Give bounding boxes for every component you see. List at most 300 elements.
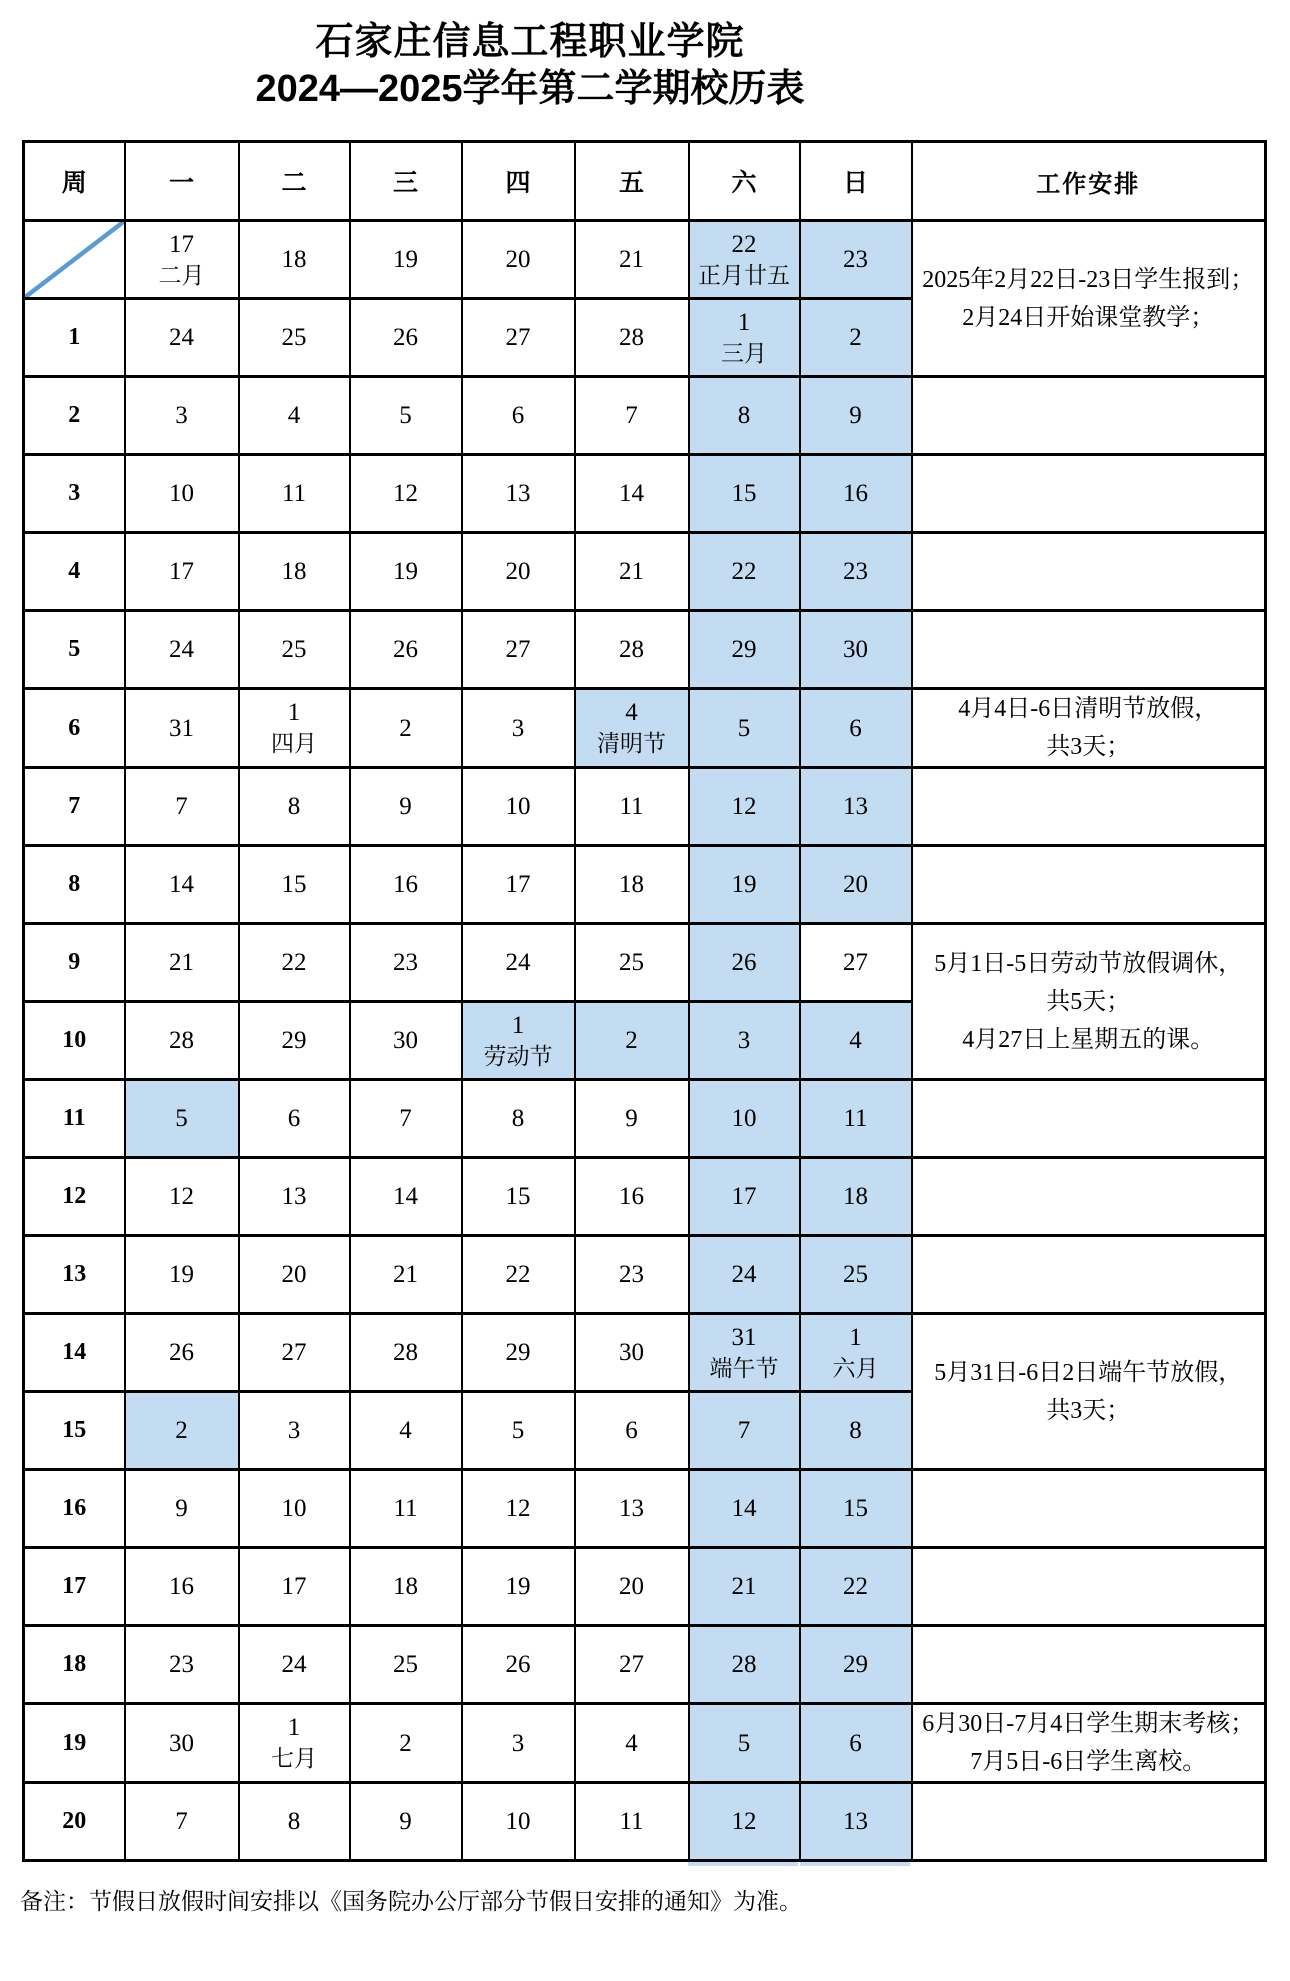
day-cell [575,1080,689,1158]
day-number: 16 [169,1573,194,1600]
day-number: 4 [399,1417,412,1444]
day-cell [239,377,350,455]
day-cell [350,1470,462,1548]
day-number: 21 [619,558,644,585]
day-number: 26 [505,1651,531,1678]
day-cell [462,611,575,689]
day-number: 9 [399,1808,412,1835]
day-cell [350,533,462,611]
day-number: 15 [731,480,757,507]
day-cell [350,1236,462,1314]
day-cell [575,1236,689,1314]
day-cell [575,611,689,689]
subtitle-year: 2024—2025 [255,68,463,110]
day-cell [239,1158,350,1236]
header-day-4: 四 [462,142,575,221]
day-cell [462,1158,575,1236]
work-note-empty [912,1080,1266,1158]
day-number: 7 [625,402,638,429]
day-number: 2 [399,714,412,742]
day-label: 正月廿五 [698,262,790,288]
day-cell [800,1626,912,1704]
work-note-line: 4月4日-6日清明节放假， [958,696,1219,722]
day-cell [689,1392,800,1470]
calendar-table [22,140,1267,1862]
day-cell [462,1783,575,1861]
day-cell [800,1158,912,1236]
week-number: 16 [24,1470,125,1548]
day-cell [350,1548,462,1626]
day-cell [689,533,800,611]
day-cell [575,533,689,611]
work-note-empty [912,768,1266,846]
day-cell [125,377,239,455]
day-label: 劳动节 [483,1043,553,1069]
day-number: 3 [287,1417,301,1444]
day-cell [462,1626,575,1704]
day-number: 3 [175,402,188,429]
day-cell [800,377,912,455]
page-subtitle [0,57,1060,112]
day-number: 5 [175,1105,188,1132]
week-row-3 [24,455,1266,533]
work-note-empty [912,1158,1266,1236]
day-number: 17 [505,871,531,898]
day-cell [350,1392,462,1470]
subtitle-text: 学年第二学期校历表 [462,68,805,110]
day-number: 16 [619,1183,644,1210]
week-number: 9 [24,924,125,1002]
day-cell [125,1626,239,1704]
day-number: 26 [169,1339,194,1366]
week-number: 6 [24,689,125,768]
day-number: 25 [619,949,644,976]
day-cell [125,1704,239,1783]
day-number: 7 [175,1808,188,1835]
day-label: 清明节 [597,731,666,756]
day-cell [350,299,462,377]
day-cell [350,846,462,924]
day-cell [800,1783,912,1861]
day-cell [462,1080,575,1158]
day-number: 29 [731,636,757,663]
day-number: 6 [849,1729,862,1757]
week-row-17 [24,1548,1266,1626]
day-number: 31 [169,714,194,742]
day-number: 22 [731,558,757,585]
week-number: 19 [24,1704,125,1783]
day-cell [689,1548,800,1626]
day-number: 20 [281,1261,307,1288]
day-number: 3 [511,1729,525,1757]
day-number: 23 [843,246,868,273]
day-number: 15 [843,1495,868,1522]
day-number: 22 [505,1261,531,1288]
day-number: 9 [849,402,862,429]
day-cell [575,1704,689,1783]
day-cell [689,1470,800,1548]
day-label: 端午节 [709,1355,779,1381]
work-note-line: 共5天； [1046,988,1131,1015]
day-cell [800,846,912,924]
day-cell [462,221,575,299]
day-cell [125,1783,239,1861]
day-number: 1 [287,1714,301,1741]
day-number: 28 [619,324,644,351]
week-row-pre [24,221,1266,299]
week-number: 7 [24,768,125,846]
day-number: 17 [169,230,194,258]
header-day-6: 六 [689,142,800,221]
day-number: 10 [281,1495,307,1522]
day-number: 24 [169,324,194,351]
day-number: 24 [505,949,531,976]
day-number: 21 [731,1573,757,1600]
day-cell [239,1314,350,1392]
week-number: 17 [24,1548,125,1626]
work-note-line: 2025年2月22日-23日学生报到； [922,266,1255,293]
day-cell [462,533,575,611]
work-note-empty [912,377,1266,455]
day-number: 19 [169,1261,194,1288]
work-note-line: 共3天； [1046,1397,1131,1424]
day-number: 30 [169,1729,194,1757]
day-number: 8 [287,793,301,820]
work-note [912,1704,1266,1783]
day-cell [800,455,912,533]
header-week: 周 [24,142,125,221]
day-number: 29 [505,1339,531,1366]
day-number: 12 [393,480,418,507]
day-cell [800,924,912,1002]
work-note-empty [912,1548,1266,1626]
week-row-18 [24,1626,1266,1704]
day-cell [689,846,800,924]
week-number: 10 [24,1002,125,1080]
day-cell [239,846,350,924]
day-number: 21 [393,1261,418,1288]
day-cell [239,533,350,611]
work-note-line: 4月27日上星期五的课。 [962,1026,1215,1053]
day-number: 5 [511,1417,525,1444]
week-row-8 [24,846,1266,924]
day-number: 6 [287,1105,301,1132]
work-note-line: 5月1日-5日劳动节放假调休， [934,950,1243,977]
day-number: 11 [619,793,644,820]
day-cell [239,1470,350,1548]
day-number: 5 [737,714,751,742]
day-number: 17 [169,558,194,585]
day-cell [125,768,239,846]
header-day-3: 三 [350,142,462,221]
day-cell [575,1548,689,1626]
day-cell [689,1314,800,1392]
day-number: 14 [169,871,194,898]
day-number: 23 [393,949,418,976]
header-work-arrangement: 工作安排 [912,142,1266,221]
day-number: 10 [731,1105,757,1132]
day-cell [239,1783,350,1861]
work-note-empty [912,533,1266,611]
day-cell [800,768,912,846]
day-cell [575,377,689,455]
day-cell [462,768,575,846]
day-number: 14 [393,1183,418,1210]
work-note-line: 共3天； [1046,734,1131,760]
day-number: 25 [843,1261,868,1288]
day-number: 27 [505,636,531,663]
day-cell [350,611,462,689]
day-number: 18 [393,1573,418,1600]
header-day-5: 五 [575,142,689,221]
day-cell [800,299,912,377]
day-cell [350,768,462,846]
day-cell [125,1548,239,1626]
day-cell [125,1470,239,1548]
day-number: 2 [849,324,862,351]
week-number: 12 [24,1158,125,1236]
day-number: 14 [731,1495,757,1522]
day-number: 26 [393,636,418,663]
day-number: 17 [281,1573,307,1600]
day-number: 7 [399,1105,412,1132]
header-day-1: 一 [125,142,239,221]
day-number: 4 [625,699,638,726]
week-number: 2 [24,377,125,455]
day-cell [462,1548,575,1626]
week-number: 5 [24,611,125,689]
work-note-empty [912,1783,1266,1861]
day-cell [800,1704,912,1783]
day-number: 13 [843,1808,868,1835]
day-number: 12 [731,1808,757,1835]
day-cell [239,1002,350,1080]
day-number: 24 [281,1651,307,1678]
day-number: 18 [281,246,307,273]
page-title: 石家庄信息工程职业学院 [315,21,745,63]
day-cell [462,299,575,377]
day-number: 15 [505,1183,531,1210]
day-number: 2 [175,1417,188,1444]
work-note-empty [912,455,1266,533]
day-cell [239,1392,350,1470]
day-cell [575,924,689,1002]
day-cell [800,1080,912,1158]
day-number: 28 [619,636,644,663]
day-number: 31 [731,1323,757,1351]
day-number: 11 [281,480,307,507]
day-cell [689,299,800,377]
day-cell [689,924,800,1002]
day-number: 9 [175,1495,188,1522]
day-number: 10 [169,480,194,507]
day-number: 12 [731,793,757,820]
day-number: 29 [843,1651,868,1678]
day-number: 28 [731,1651,757,1678]
day-cell [689,221,800,299]
work-note-line: 6月30日-7月4日学生期末考核； [922,1711,1255,1737]
day-number: 10 [505,793,531,820]
day-number: 19 [505,1573,531,1600]
day-cell [575,455,689,533]
day-number: 13 [281,1183,307,1210]
day-cell [575,221,689,299]
day-number: 5 [399,402,412,429]
day-label: 四月 [271,731,317,756]
day-cell [125,455,239,533]
day-cell [125,1080,239,1158]
week-number: 3 [24,455,125,533]
day-cell [125,846,239,924]
day-cell [462,1392,575,1470]
day-number: 12 [505,1495,531,1522]
work-note-line: 2月24日开始课堂教学； [962,304,1215,331]
day-cell [350,1314,462,1392]
day-number: 22 [843,1573,868,1600]
day-cell [575,768,689,846]
day-number: 13 [843,793,868,820]
day-number: 26 [393,324,418,351]
day-number: 27 [281,1339,307,1366]
day-number: 20 [843,871,868,898]
day-cell [125,1392,239,1470]
calendar-body [24,221,1266,1861]
day-number: 24 [169,636,194,663]
day-cell [575,1002,689,1080]
day-number: 30 [619,1339,644,1366]
work-note-empty [912,611,1266,689]
day-label: 七月 [271,1746,317,1771]
day-cell [800,689,912,768]
footer-note: 备注：节假日放假时间安排以《国务院办公厅部分节假日安排的通知》为准。 [20,1889,802,1914]
day-number: 18 [843,1183,868,1210]
day-number: 3 [511,714,525,742]
day-cell [350,455,462,533]
day-number: 30 [843,636,868,663]
day-number: 3 [737,1027,751,1054]
week-number: 18 [24,1626,125,1704]
day-number: 20 [505,246,531,273]
day-number: 27 [619,1651,644,1678]
day-number: 12 [169,1183,194,1210]
day-number: 6 [849,714,862,742]
week-row-13 [24,1236,1266,1314]
day-number: 8 [849,1417,862,1444]
day-cell [350,1080,462,1158]
day-number: 14 [619,480,644,507]
day-cell [462,1470,575,1548]
week-row-16 [24,1470,1266,1548]
day-number: 1 [737,308,751,336]
header-day-7: 日 [800,142,912,221]
day-label: 三月 [721,340,767,366]
day-number: 8 [287,1808,301,1835]
day-number: 29 [281,1027,307,1054]
day-cell [689,768,800,846]
work-note [912,924,1266,1080]
day-cell [575,1783,689,1861]
day-number: 25 [281,636,307,663]
week-number: 15 [24,1392,125,1470]
day-cell [350,924,462,1002]
day-cell [575,1470,689,1548]
day-number: 30 [393,1027,418,1054]
day-number: 13 [619,1495,644,1522]
day-cell [239,924,350,1002]
day-number: 16 [843,480,868,507]
week-cell-slash [24,221,125,299]
day-cell [575,1158,689,1236]
day-cell [350,221,462,299]
day-number: 19 [393,558,418,585]
day-number: 11 [393,1495,418,1522]
work-note-empty [912,1626,1266,1704]
day-number: 26 [731,949,757,976]
day-cell [689,455,800,533]
day-label: 二月 [158,262,205,288]
week-number: 1 [24,299,125,377]
work-note-line: 5月31日-6日2日端午节放假， [934,1359,1243,1386]
day-number: 20 [619,1573,644,1600]
day-number: 27 [843,949,868,976]
day-cell [125,1314,239,1392]
day-cell [689,611,800,689]
day-cell [239,768,350,846]
day-cell [575,1314,689,1392]
diagonal-slash-icon [25,222,124,297]
week-row-12 [24,1158,1266,1236]
day-cell [350,1626,462,1704]
day-number: 6 [511,402,525,429]
day-number: 15 [281,871,307,898]
day-cell [462,924,575,1002]
week-number: 11 [24,1080,125,1158]
work-note-line: 7月5日-6日学生离校。 [970,1749,1207,1775]
day-cell [462,1704,575,1783]
week-row-19 [24,1704,1266,1783]
week-row-4 [24,533,1266,611]
day-label: 六月 [832,1355,879,1381]
day-cell [689,1626,800,1704]
day-number: 18 [281,558,307,585]
day-number: 25 [281,324,307,351]
day-number: 7 [175,793,188,820]
day-cell [689,377,800,455]
day-number: 4 [287,402,301,429]
day-number: 20 [505,558,531,585]
day-number: 7 [737,1417,751,1444]
week-number: 4 [24,533,125,611]
day-cell [239,455,350,533]
day-number: 9 [625,1105,638,1132]
day-cell [689,689,800,768]
day-cell [575,689,689,768]
day-cell [462,377,575,455]
day-cell [462,846,575,924]
week-row-14 [24,1314,1266,1392]
day-cell [689,1236,800,1314]
work-note-empty [912,846,1266,924]
day-number: 19 [731,871,757,898]
day-number: 8 [511,1105,525,1132]
day-cell [239,1626,350,1704]
day-cell [125,1002,239,1080]
work-note [912,1314,1266,1470]
day-number: 4 [849,1027,862,1054]
day-number: 18 [619,871,644,898]
day-number: 22 [731,230,757,258]
day-cell [239,1236,350,1314]
